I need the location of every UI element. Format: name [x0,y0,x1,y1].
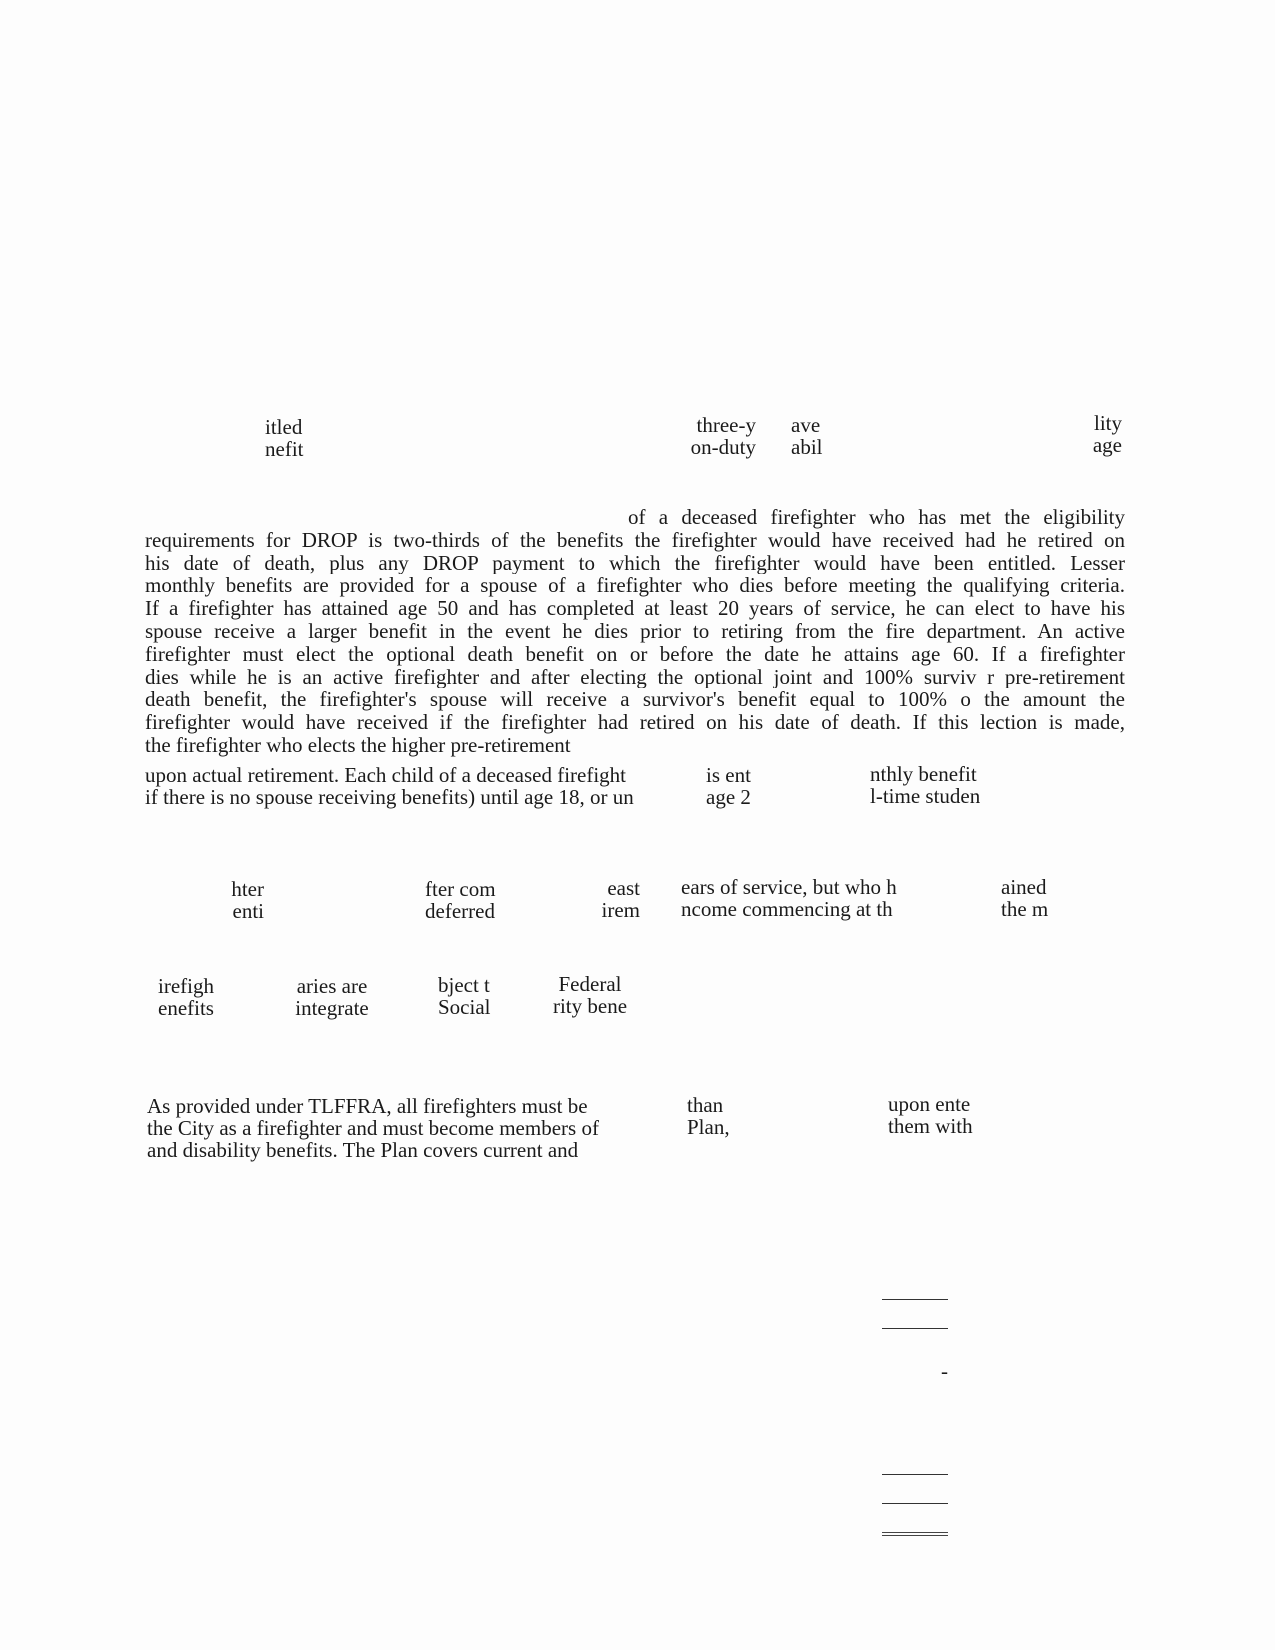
paragraph-line: the firefighter who elects the higher pre-retirement [145,733,571,757]
paragraph-line: firefighter would have received if the firefighter had retired on his date of death. If this lection is made, [145,711,1125,734]
fragment-line: is ent [706,763,751,787]
fragment-line: nthly benefit [870,762,977,786]
fragment-line: irefigh [158,974,214,998]
paragraph-line: spouse receive a larger benefit in the event he dies prior to retiring from the fire department. An active [145,619,1125,643]
paragraph-line: If a firefighter has attained age 50 and has completed at least 20 years of service, he can elect to have his [145,597,1125,620]
paragraph-line: of a deceased firefighter who has met the eligibility [628,506,1125,529]
fragment-line: the m [1001,897,1049,921]
paragraph-tail-left [145,764,634,808]
social-fragment-3 [438,974,491,1018]
paragraph-tail-mid [706,764,751,808]
membership-mid [687,1094,730,1138]
social-fragment-1 [158,975,214,1019]
deferred-fragment-2 [425,878,496,922]
paragraph-line: requirements for DROP is two-thirds of the benefits the firefighter would have received had he retired on [145,528,1125,552]
fragment-line: them with [888,1114,973,1138]
fragment-line: if there is no spouse receiving benefits) until age 18, or un [145,785,634,809]
fragment-line: bject t [438,973,490,997]
fragment-line: east [607,876,640,900]
fragment-line: and disability benefits. The Plan covers current and [147,1138,579,1162]
fragment-line: ave [791,413,821,437]
fragment-line: deferred [425,899,495,923]
fragment-line: ncome commencing at th [681,897,893,921]
fragment-line: three-y [696,413,756,437]
fragment-line: the City as a firefighter and must become members of [147,1116,599,1140]
table-total-double-rule [882,1532,948,1533]
fragment-line: than [687,1093,724,1117]
paragraph-line: dies while he is an active firefighter and after electing the optional joint and 100% surviv r pre-retirement [145,665,1125,689]
fragment-top-mid2 [791,414,823,458]
fragment-line: integrate [295,996,369,1020]
paragraph-line: his date of death, plus any DROP payment to which the firefighter would have been entitled. Lesser [145,551,1125,575]
fragment-line: itled [265,415,303,439]
survivor-benefit-paragraph [145,506,1125,757]
fragment-line: nefit [265,437,304,461]
social-fragment-4 [545,973,635,1017]
table-rule [882,1474,948,1475]
fragment-line: Federal [558,972,622,996]
fragment-line: aries are [296,974,368,998]
fragment-line: irem [601,898,640,922]
fragment-line: age [1092,433,1122,457]
paragraph-line: death benefit, the firefighter's spouse will receive a survivor's benefit equal to 100% o the amount the [145,688,1125,712]
table-rule [882,1299,948,1300]
deferred-fragment-3 [580,877,640,921]
table-rule [882,1503,948,1504]
fragment-line: abil [791,435,823,459]
fragment-line: lity [1093,411,1122,435]
fragment-line: Social [438,995,491,1019]
fragment-line: l-time studen [870,784,981,808]
deferred-fragment-4 [681,876,897,920]
paragraph-line: firefighter must elect the optional death benefit on or before the date he attains age 60. If a firefighter [145,642,1125,666]
fragment-line: upon ente [888,1092,971,1116]
lone-dash: - [941,1359,948,1383]
fragment-line: As provided under TLFFRA, all firefighters must be [147,1094,588,1118]
fragment-line: age 2 [706,785,751,809]
fragment-top-mid [660,414,756,458]
fragment-top-right [1040,412,1122,456]
table-rule [882,1328,948,1329]
fragment-line: ears of service, but who h [681,875,897,899]
membership-right [888,1093,973,1137]
fragment-line: upon actual retirement. Each child of a deceased firefight [145,763,627,787]
paragraph-line: monthly benefits are provided for a spouse of a firefighter who dies before meeting the qualifying criteria. [145,574,1125,598]
deferred-fragment-5 [1001,876,1048,920]
fragment-top-left [265,416,303,460]
deferred-fragment-1 [200,878,264,922]
fragment-line: hter [231,877,264,901]
fragment-line: ained [1001,875,1047,899]
fragment-line: rity bene [552,994,628,1018]
fragment-line: on-duty [690,435,756,459]
fragment-line: enti [232,899,264,923]
social-fragment-2 [284,975,380,1019]
fragment-line: fter com [425,877,496,901]
fragment-line: Plan, [687,1115,730,1139]
fragment-line: enefits [158,996,214,1020]
membership-left [147,1095,599,1161]
paragraph-tail-right [870,763,980,807]
